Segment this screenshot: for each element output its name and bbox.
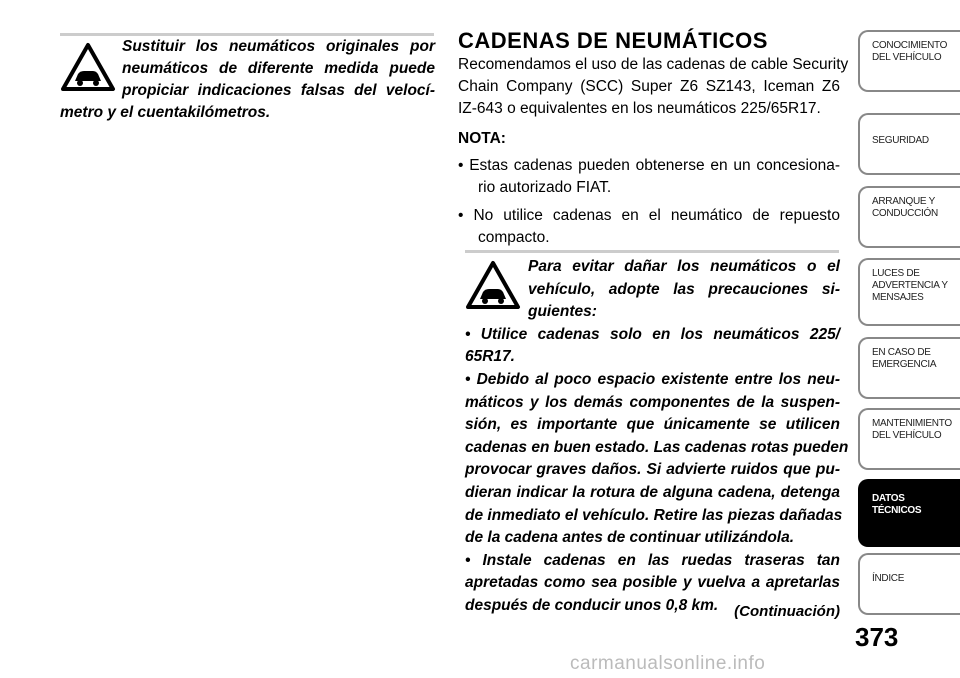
tab-conocimiento-del-vehiculo[interactable]: [858, 30, 960, 92]
left-warning-text: [60, 36, 435, 124]
warning-line: de inmediato el vehículo. Retire las piezas dañadas: [465, 506, 843, 524]
tab-label: TÉCNICOS: [872, 505, 922, 516]
warning-line: metro y el cuentakilómetros.: [60, 104, 271, 121]
tab-label: MENSAJES: [872, 292, 924, 303]
warning-line: • Utilice cadenas solo en los neumáticos 225/: [465, 325, 840, 343]
tab-luces-de-advertencia[interactable]: [858, 258, 960, 326]
tab-label: EN CASO DE: [872, 347, 931, 358]
warning-line: neumáticos de diferente medida puede: [122, 60, 435, 77]
tab-label: ÍNDICE: [872, 573, 905, 584]
warning-line: • Debido al poco espacio existente entre los neu-: [465, 370, 840, 388]
bullet-line: rio autorizado FIAT.: [478, 179, 612, 196]
intro-line: Recomendamos el uso de las cadenas de cable Security: [458, 56, 849, 73]
tab-label: DEL VEHÍCULO: [872, 430, 942, 441]
tab-label: EMERGENCIA: [872, 359, 937, 370]
right-warning-rule: [465, 250, 839, 253]
warning-line: después de conducir unos 0,8 km.: [465, 596, 719, 614]
tab-label: MANTENIMIENTO: [872, 418, 952, 429]
warning-line: • Instale cadenas en las ruedas traseras tan: [465, 551, 840, 569]
warning-line: dieran indicar la rotura de alguna cadena, detenga: [465, 483, 840, 501]
tab-label: SEGURIDAD: [872, 135, 929, 146]
tab-mantenimiento-del-vehiculo[interactable]: [858, 408, 960, 470]
tab-en-caso-de-emergencia[interactable]: [858, 337, 960, 399]
bullet-line: compacto.: [478, 229, 550, 246]
intro-line: IZ-643 o equivalentes en los neumáticos 225/65R17.: [458, 100, 821, 117]
page-number: 373: [855, 622, 899, 652]
note-label: NOTA:: [458, 130, 506, 147]
tab-label: CONOCIMIENTO: [872, 40, 948, 51]
tab-seguridad[interactable]: [858, 113, 960, 175]
bullet-line: • Estas cadenas pueden obtenerse en un concesiona-: [458, 157, 840, 174]
tab-label: DEL VEHÍCULO: [872, 52, 942, 63]
tab-label: LUCES DE: [872, 268, 920, 279]
warning-line: máticos y los demás componentes de la suspen-: [465, 393, 840, 411]
warning-line: Sustituir los neumáticos originales por: [122, 38, 435, 55]
warning-line: guientes:: [528, 303, 597, 321]
note-bullet-1: [458, 155, 840, 199]
bullet-line: • No utilice cadenas en el neumático de repuesto: [458, 207, 840, 224]
warning-line: apretadas como sea posible y vuelva a apretarlas: [465, 574, 840, 592]
tab-label: ADVERTENCIA Y: [872, 280, 948, 291]
warning-line: de la cadena antes de continuar utilizándola.: [465, 529, 795, 547]
tab-label: DATOS: [872, 493, 905, 504]
warning-line: Para evitar dañar los neumáticos o el: [528, 258, 840, 275]
tab-label: CONDUCCIÓN: [872, 208, 938, 219]
warning-line: provocar graves daños. Si advierte ruidos que pu-: [465, 461, 840, 479]
tab-indice[interactable]: [858, 553, 960, 615]
warning-line: vehículo, adopte las precauciones si-: [528, 280, 840, 298]
watermark: carmanualsonline.info: [570, 653, 766, 674]
tab-label: ARRANQUE Y: [872, 196, 935, 207]
section-title: CADENAS DE NEUMÁTICOS: [458, 28, 768, 53]
continuation-label: (Continuación): [734, 603, 840, 620]
note-bullet-2: [458, 205, 840, 249]
warning-line: cadenas en buen estado. Las cadenas rotas pueden: [465, 438, 849, 456]
tab-datos-tecnicos[interactable]: [858, 479, 960, 547]
warning-line: propiciar indicaciones falsas del velocí-: [122, 82, 435, 99]
tab-arranque-y-conduccion[interactable]: [858, 186, 960, 248]
right-warning-text: [465, 256, 849, 618]
intro-line: Chain Company (SCC) Super Z6 SZ143, Iceman Z6: [458, 78, 840, 95]
intro-paragraph: [458, 54, 849, 120]
warning-line: sión, es importante que únicamente se utilicen: [465, 416, 840, 434]
warning-line: 65R17.: [465, 348, 515, 366]
